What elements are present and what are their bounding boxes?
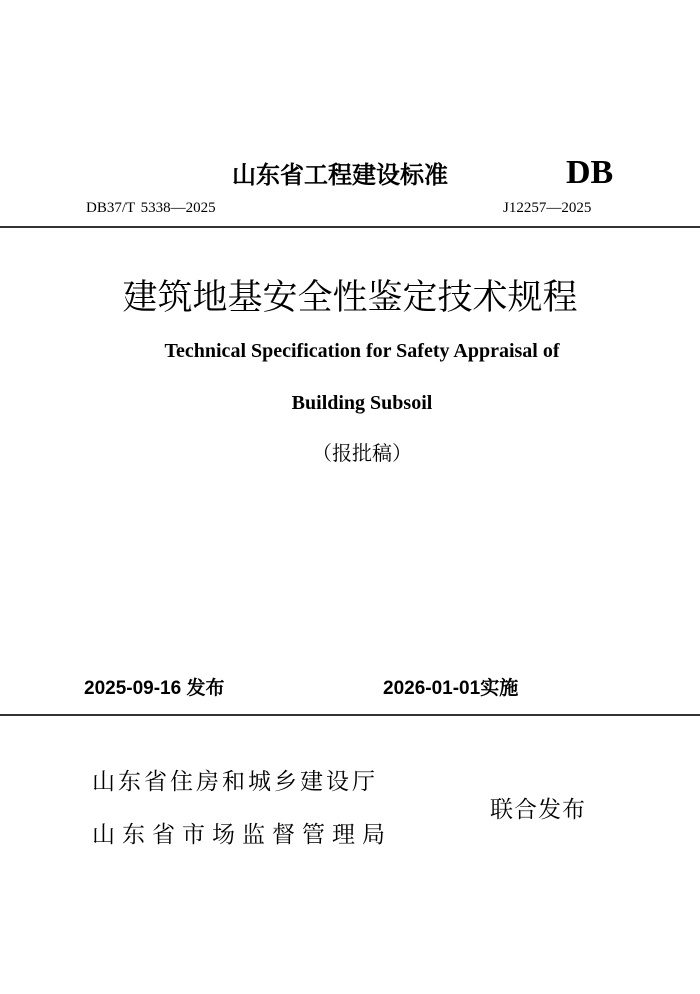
issuer-market-regulation: 山东省市场监督管理局 bbox=[92, 822, 392, 848]
joint-issue-label: 联合发布 bbox=[490, 797, 586, 823]
document-title-english-line2: Building Subsoil bbox=[291, 392, 433, 414]
top-divider bbox=[0, 226, 700, 228]
bottom-divider bbox=[0, 714, 700, 716]
issue-date: 2025-09-16 发布 bbox=[84, 678, 225, 699]
issuer-housing-dept: 山东省住房和城乡建设厅 bbox=[92, 769, 378, 795]
draft-status-label: （报批稿） bbox=[312, 441, 412, 465]
implementation-date: 2026-01-01实施 bbox=[383, 678, 519, 699]
document-title-chinese: 建筑地基安全性鉴定技术规程 bbox=[122, 278, 578, 318]
db-logo: DB bbox=[566, 154, 614, 191]
standard-category-title: 山东省工程建设标准 bbox=[232, 161, 448, 189]
record-number: J12257—2025 bbox=[503, 200, 592, 216]
document-title-english-line1: Technical Specification for Safety Appraisal of bbox=[164, 340, 560, 362]
standard-number: DB37/T 5338—2025 bbox=[86, 200, 216, 216]
